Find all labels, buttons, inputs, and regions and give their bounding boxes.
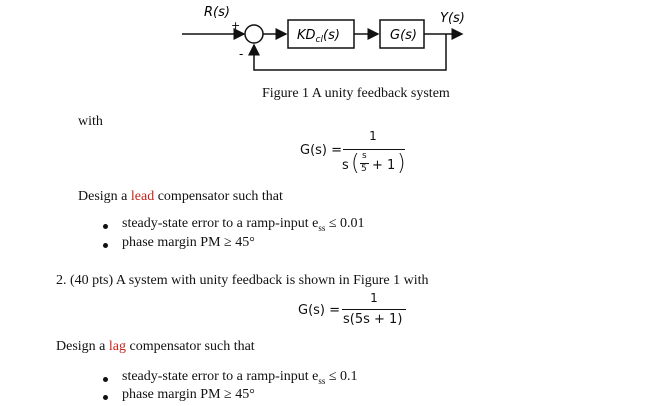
g1-left-paren: ( [351,151,360,176]
g2-lhs: G(s) = [298,303,341,318]
g1-small-frac-num: s [362,151,367,161]
g1-small-frac-den: 5 [361,164,367,174]
figure-caption: Figure 1 A unity feedback system [262,86,450,101]
bullet-dot [103,377,108,382]
block-diagram [0,0,652,90]
problem2-bullet-2: phase margin PM ≥ 45° [122,387,255,402]
bullet-dot [103,243,108,248]
input-label: R(s) [204,5,230,20]
summing-junction [245,25,263,43]
problem2-heading: 2. (40 pts) A system with unity feedback is shown in Figure 1 with [56,273,429,288]
g1-right-paren: ) [397,151,406,176]
plus-sign: + [231,19,241,32]
design-prefix: Design a [56,339,109,354]
problem1-design-line [78,189,283,205]
problem2-design-line [56,339,255,355]
ess-subscript: ss [318,222,326,233]
bullet-text: steady-state error to a ramp-input e [122,369,319,384]
g1-lhs: G(s) = [300,143,343,158]
g1-fraction-bar [343,149,405,150]
design-prefix: Design a [78,189,131,204]
controller-text: $KD_{cl}(s)$ [297,28,340,45]
g2-denominator: s(5s + 1) [343,312,403,327]
problem1-bullet-1 [122,216,365,233]
plant-text: G(s) [390,28,417,43]
problem1-bullet-2: phase margin PM ≥ 45° [122,235,255,250]
bullet-dot [103,395,108,400]
g2-numerator: 1 [370,291,378,305]
output-label: Y(s) [440,11,465,26]
bullet-value: ≤ 0.1 [325,369,358,384]
design-suffix: compensator such that [126,339,255,354]
problem2-bullet-1 [122,369,358,386]
design-suffix: compensator such that [154,189,283,204]
bullet-text: steady-state error to a ramp-input e [122,216,319,231]
lead-keyword: lead [130,189,155,204]
lag-keyword: lag [108,339,126,354]
bullet-value: ≤ 0.01 [325,216,365,231]
with-text: with [78,114,103,129]
minus-sign: - [239,47,244,61]
g1-den-plus-one: + 1 [372,158,396,173]
g1-numerator: 1 [369,129,377,143]
ess-subscript: ss [318,375,326,386]
g2-fraction-bar [342,309,406,310]
bullet-dot [103,224,108,229]
g1-den-s: s [342,158,349,173]
